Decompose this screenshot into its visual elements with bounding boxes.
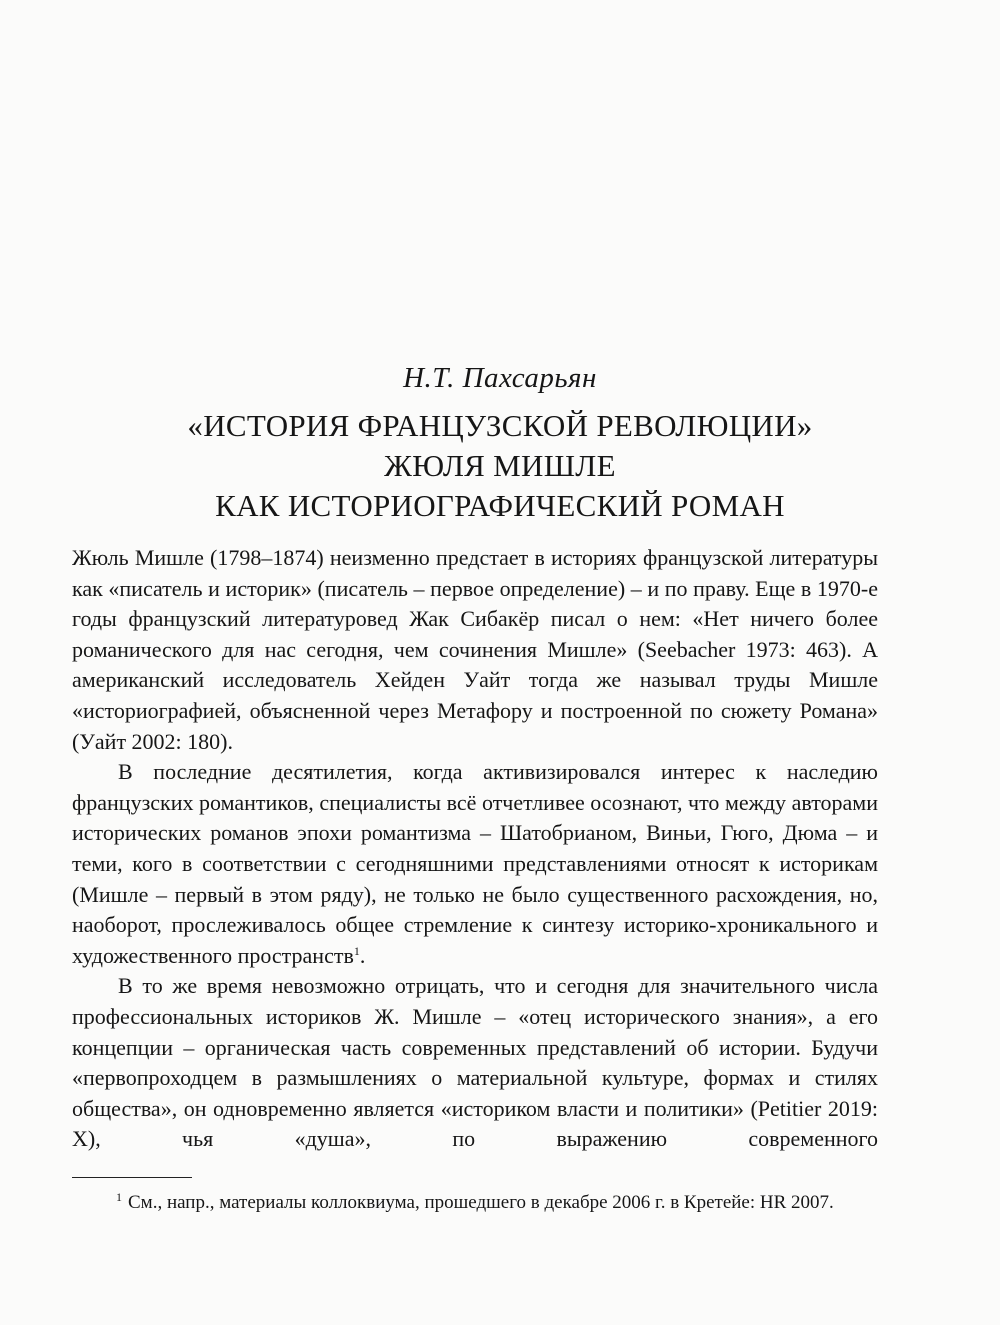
title-line: КАК ИСТОРИОГРАФИЧЕСКИЙ РОМАН (215, 488, 785, 523)
article-title (60, 406, 940, 526)
author-name: Н.Т. Пахсарьян (403, 362, 597, 394)
footnote-number: 1 (116, 1190, 122, 1204)
footnote (72, 1189, 878, 1217)
paragraph-text: В то же время невозможно отрицать, что и сегодня для значительного числа профессиональных историков Ж. Мишле – «отец исторического знания», а его концепции – органическая часть современных представлений об истории. Будучи «первопроходцем в размышлениях о материальной культуре, формах и стилях общества», он одновременно является «историком власти и политики» (Petitier 2019: X), чья «душа», по выражению современного (72, 973, 878, 1152)
footnote-text: См., напр., материалы коллоквиума, прошедшего в декабре 2006 г. в Кретейе: HR 2007. (128, 1192, 834, 1213)
paragraph-text: Жюль Мишле (1798–1874) неизменно предстает в историях французской литературы как «писатель и историк» (писатель – первое определение) – и по праву. Еще в 1970-е годы французский литературовед Жак Сибакёр писал о нем: «Нет ничего более романического для нас сегодня, чем сочинения Мишле» (Seebacher 1973: 463). А американский исследователь Хейден Уайт тогда же называл труды Мишле «историографией, объясненной через Метафору и построенной по сюжету Романа» (Уайт 2002: 180). (72, 545, 878, 754)
title-line: ЖЮЛЯ МИШЛЕ (384, 448, 616, 483)
footnote-reference[interactable]: 1 (353, 943, 360, 958)
paragraph (72, 971, 878, 1155)
title-line: «ИСТОРИЯ ФРАНЦУЗСКОЙ РЕВОЛЮЦИИ» (187, 408, 813, 443)
article-body (72, 543, 878, 1155)
footnote-divider (72, 1177, 192, 1178)
paragraph (72, 543, 878, 757)
paragraph-text: В последние десятилетия, когда активизировался интерес к наследию французских романтиков, специалисты всё отчетливее осознают, что между авторами исторических романов эпохи романтизма – Шатобрианом, Виньи, Гюго, Дюма – и теми, кого в соответствии с сегодняшними представлениями относят к историкам (Мишле – первый в этом ряду), не только не было существенного расхождения, но, наоборот, прослеживалось общее стремление к синтезу историко-хроникального и художественного пространств (72, 759, 878, 968)
paragraph: В последние десятилетия, когда активизировался интерес к наследию французских романтиков, специалисты всё отчетливее осознают, что между авторами исторических романов эпохи романтизма – Шатобрианом, Виньи, Гюго, Дюма – и теми, кого в соответствии с сегодняшними представлениями относят к историкам (Мишле – первый в этом ряду), не только не было существенного расхождения, но, наоборот, прослеживалось общее стремление к синтезу историко-хроникального и художественного пространств$^1$. (72, 759, 878, 968)
